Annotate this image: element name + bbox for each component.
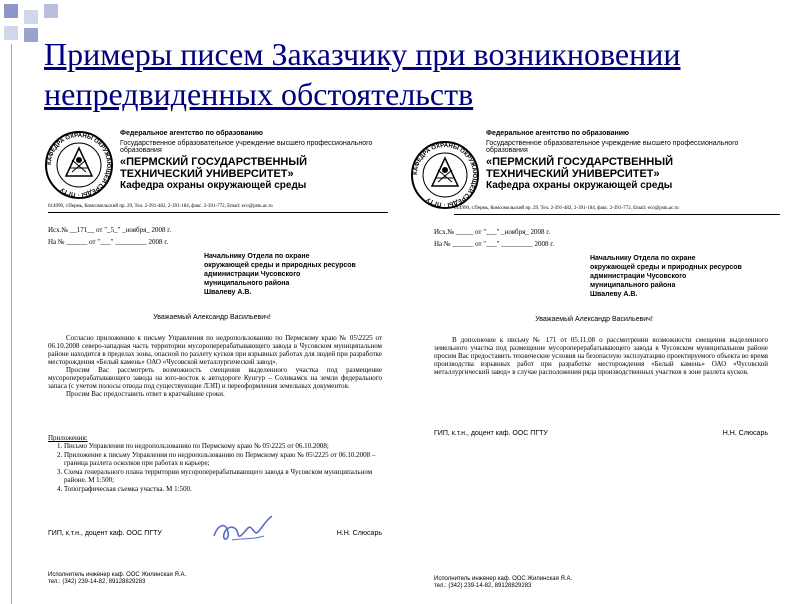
- handwritten-signature-icon: [208, 510, 278, 550]
- body-paragraph: Просим Вас рассмотреть возможность смещения выделенного участка под размещение мусороперерабатывающего завода на юго-восток к автодороге Кунгур – Соликамск на земли федерального запаса (с учетом полосы отвода под существующие ЛЭП) и переоформления земельных документов.: [48, 366, 382, 390]
- signer-name: Н.Н. Слюсарь: [722, 430, 768, 437]
- university-seal-icon: [44, 130, 114, 200]
- executor-block: [48, 572, 186, 586]
- addressee-line: администрации Чусовского: [204, 271, 301, 278]
- addressee-line: окружающей среды и природных ресурсов: [204, 262, 356, 269]
- letter-body: [48, 334, 382, 398]
- addressee-block: [590, 254, 780, 299]
- seal-text: КАФЕДРА ОХРАНЫ ОКРУЖАЮЩЕЙ СРЕДЫ · ПГТУ: [412, 142, 478, 208]
- executor-name: Исполнитель инженер каф. ООС Жилинская Я.А.: [48, 572, 187, 578]
- letter-body: [434, 336, 768, 376]
- letter-right: [408, 120, 780, 598]
- executor-block: [434, 576, 572, 590]
- decor-square: [4, 26, 18, 40]
- seal-text: КАФЕДРА ОХРАНЫ ОКРУЖАЮЩЕЙ СРЕДЫ · ПГТУ: [46, 132, 112, 198]
- addressee-line: муниципального района: [590, 282, 676, 289]
- addressee-line: Швалеву А.В.: [590, 291, 638, 298]
- letterhead-divider: [454, 214, 780, 215]
- letterhead-institution: Государственное образовательное учреждение высшего профессионального образования: [120, 140, 373, 154]
- decor-square: [24, 28, 38, 42]
- incoming-reference: На № ______ от "___" _________ 2008 г.: [48, 238, 169, 246]
- letterhead-institution: Государственное образовательное учреждение высшего профессионального образования: [486, 140, 739, 154]
- addressee-line: муниципального района: [204, 280, 290, 287]
- appendix-block: [48, 434, 382, 494]
- executor-name: Исполнитель инженер каф. ООС Жилинская Я.А.: [434, 576, 573, 582]
- body-paragraph: Просим Вас предоставить ответ в кратчайшие сроки.: [66, 390, 225, 398]
- letterhead-address: 614990, г.Пермь, Комсомольский пр. 29, Тел. 2-391-482, 2-391-184, факс. 2-391-772, Email: eco@pstu.ac.ru: [454, 206, 679, 211]
- letterhead-department: Кафедра охраны окружающей среды: [486, 180, 673, 191]
- appendix-title: Приложения:: [48, 434, 88, 442]
- letterhead-divider: [48, 212, 388, 213]
- letter-left: [26, 120, 398, 598]
- body-paragraph: Согласно приложению к письму Управления по недропользованию по Пермскому краю № 05\2225 от 06.10.2008 северо-западная часть территории мусороперерабатывающего завода в Чусовском муниципальном районе находится в пределах зоны, опасной по разлету кусков при взрывных работах для людей при разработке месторождения «Белый камень» ОАО «Чусовской металлургический завод».: [48, 334, 383, 366]
- letterhead-agency: Федеральное агентство по образованию: [120, 130, 263, 137]
- signer-title: ГИП, к.т.н., доцент каф. ООС ПГТУ: [434, 430, 548, 437]
- decor-square: [24, 10, 38, 24]
- appendix-item: 3. Схема генерального плана территории мусороперерабатывающего завода в Чусовском муниципальном районе. М 1:500;: [64, 468, 382, 484]
- letterhead-agency: Федеральное агентство по образованию: [486, 130, 629, 137]
- decor-square: [4, 4, 18, 18]
- addressee-line: Начальнику Отдела по охране: [590, 255, 696, 262]
- letterhead-address: 614990, г.Пермь, Комсомольский пр. 29, Тел. 2-391-482, 2-391-184, факс. 2-391-772, Email: eco@pstu.ac.ru: [48, 204, 273, 209]
- executor-phone: тел.: (342) 239-14-82, 89128829283: [434, 583, 532, 589]
- signer-name: Н.Н. Слюсарь: [336, 530, 382, 537]
- addressee-line: окружающей среды и природных ресурсов: [590, 264, 742, 271]
- outgoing-reference: Исх.№ _____ от "___" _ноября_ 2008 г.: [434, 228, 551, 236]
- greeting: Уважаемый Александр Васильевич!: [535, 316, 653, 323]
- incoming-reference: На № ______ от "___" _________ 2008 г.: [434, 240, 555, 248]
- addressee-line: Швалеву А.В.: [204, 289, 252, 296]
- letterhead-university: «ПЕРМСКИЙ ГОСУДАРСТВЕННЫЙ ТЕХНИЧЕСКИЙ УНИВЕРСИТЕТ»: [120, 156, 308, 180]
- appendix-item: 4. Топографическая съемка участка. М 1:500.: [64, 485, 382, 493]
- addressee-line: администрации Чусовского: [590, 273, 687, 280]
- decor-square: [44, 4, 58, 18]
- addressee-line: Начальнику Отдела по охране: [204, 253, 310, 260]
- letterhead-university: «ПЕРМСКИЙ ГОСУДАРСТВЕННЫЙ ТЕХНИЧЕСКИЙ УНИВЕРСИТЕТ»: [486, 156, 674, 180]
- executor-phone: тел.: (342) 239-14-82, 89128829283: [48, 579, 146, 585]
- letterhead-department: Кафедра охраны окружающей среды: [120, 180, 307, 191]
- outgoing-reference: Исх.№ __171__ от "_5_" _ноября_ 2008 г.: [48, 226, 172, 234]
- decorative-vertical-line: [11, 44, 12, 604]
- greeting: Уважаемый Александр Васильевич!: [153, 314, 271, 321]
- addressee-block: [204, 252, 394, 297]
- appendix-list: [48, 442, 382, 493]
- body-paragraph: В дополнение к письму № 171 от 05.11.08 о рассмотрении возможности смещения выделенного земельного участка под размещение мусороперерабатывающего завода в Чусовском муниципальном районе просим Вас предоставить технические условия на безопасную эксплуатацию проектируемого объекта во время производства взрывных работ при разработке месторождения «Белый камень» ОАО «Чусовской металлургический завод» в случае расположения ряда производственных участков в зоне разлета кусков.: [434, 336, 768, 376]
- university-seal-icon: [410, 140, 480, 210]
- appendix-item: 2. Приложение к письму Управления по недропользованию по Пермскому краю № 05\2225 от 06.10.2008 – граница разлета осколков при работах в карьере;: [64, 451, 382, 467]
- slide-title: Примеры писем Заказчику при возникновении непредвиденных обстоятельств: [44, 36, 681, 112]
- appendix-item: 1. Письмо Управления по недропользованию по Пермскому краю № 05\2225 от 06.10.2008;: [64, 442, 382, 450]
- signer-title: ГИП, к.т.н., доцент каф. ООС ПГТУ: [48, 530, 162, 537]
